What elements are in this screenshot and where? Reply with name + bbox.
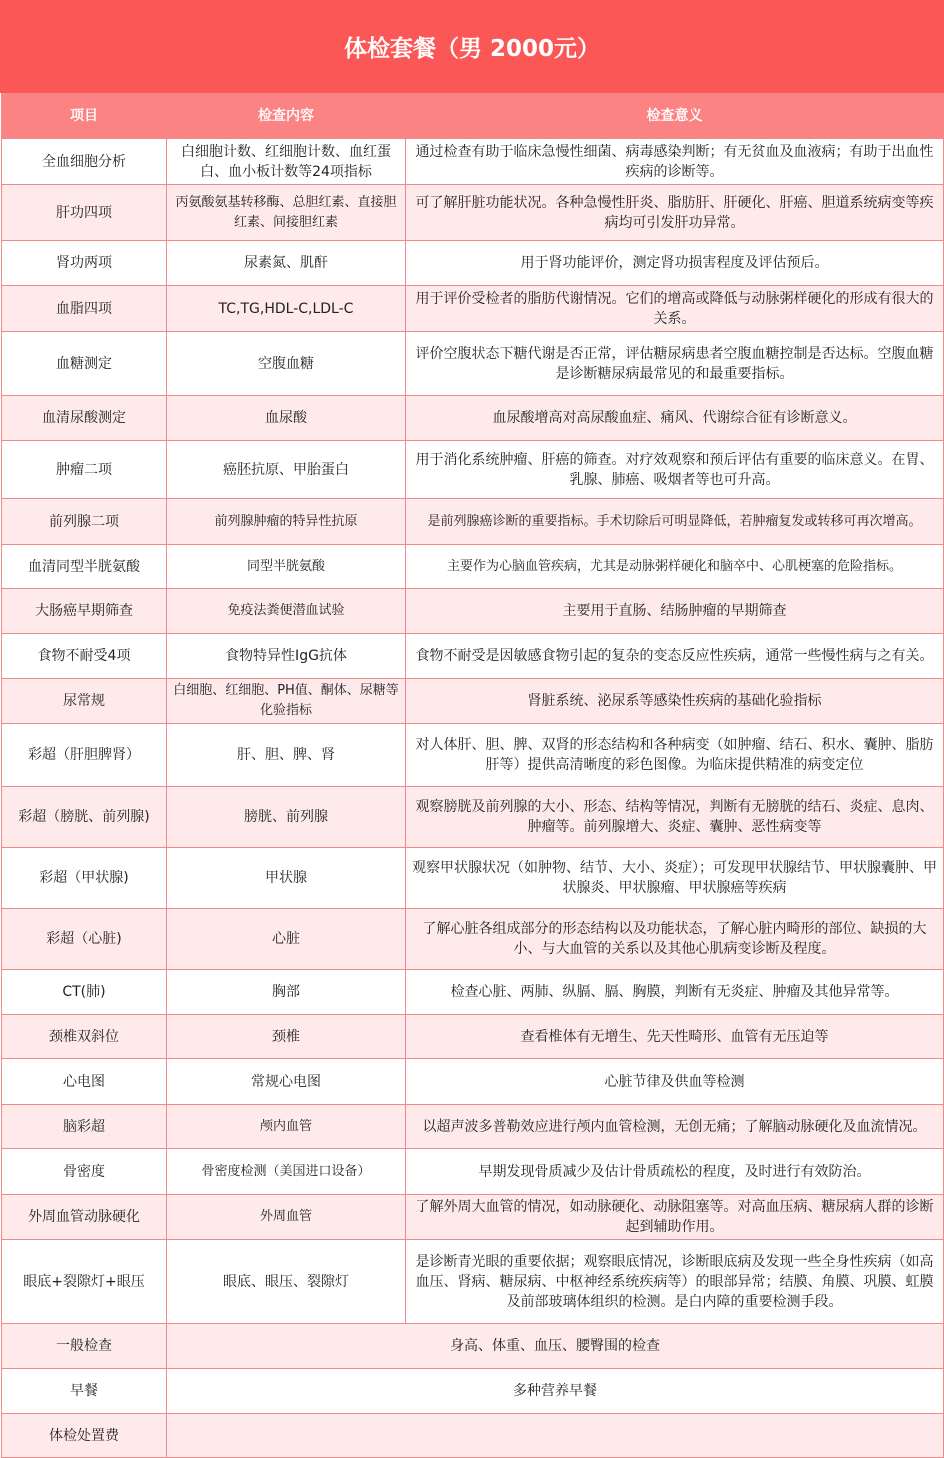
meaning-cell: 通过检查有助于临床急慢性细菌、病毒感染判断；有无贫血及血液病；有助于出血性疾病的诊断等。 (406, 139, 944, 185)
content-cell: 免疫法粪便潜血试验 (167, 589, 406, 634)
meaning-cell: 可了解肝脏功能状况。各种急慢性肝炎、脂肪肝、肝硬化、肝癌、胆道系统病变等疾病均可引发肝功异常。 (406, 185, 944, 241)
content-cell: 心脏 (167, 909, 406, 970)
meaning-cell: 心脏节律及供血等检测 (406, 1059, 944, 1105)
meaning-cell: 观察膀胱及前列腺的大小、形态、结构等情况，判断有无膀胱的结石、炎症、息肉、肿瘤等。前列腺增大、炎症、囊肿、恶性病变等 (406, 787, 944, 848)
item-cell: 颈椎双斜位 (2, 1015, 167, 1059)
content-cell: 白细胞计数、红细胞计数、血红蛋白、血小板计数等24项指标 (167, 139, 406, 185)
merged-cell: 多种营养早餐 (167, 1369, 944, 1414)
meaning-cell: 检查心脏、两肺、纵膈、膈、胸膜，判断有无炎症、肿瘤及其他异常等。 (406, 970, 944, 1015)
table-row (2, 545, 944, 589)
item-cell: 骨密度 (2, 1149, 167, 1195)
content-cell: 膀胱、前列腺 (167, 787, 406, 848)
meaning-cell: 查看椎体有无增生、先天性畸形、血管有无压迫等 (406, 1015, 944, 1059)
meaning-cell: 观察甲状腺状况（如肿物、结节、大小、炎症）；可发现甲状腺结节、甲状腺囊肿、甲状腺炎、甲状腺瘤、甲状腺癌等疾病 (406, 848, 944, 909)
item-cell: 肿瘤二项 (2, 441, 167, 499)
table-row (2, 241, 944, 286)
page-title: 体检套餐（男 2000元） (0, 0, 944, 93)
table-row (2, 499, 944, 545)
content-cell: 颅内血管 (167, 1105, 406, 1149)
content-cell: 甲状腺 (167, 848, 406, 909)
meaning-cell: 食物不耐受是因敏感食物引起的复杂的变态反应性疾病，通常一些慢性病与之有关。 (406, 634, 944, 679)
content-cell: 眼底、眼压、裂隙灯 (167, 1240, 406, 1324)
meaning-cell: 以超声波多普勒效应进行颅内血管检测，无创无痛；了解脑动脉硬化及血流情况。 (406, 1105, 944, 1149)
table-row (2, 332, 944, 396)
item-cell: 眼底+裂隙灯+眼压 (2, 1240, 167, 1324)
content-cell: 丙氨酸氨基转移酶、总胆红素、直接胆红素、间接胆红素 (167, 185, 406, 241)
table-row (2, 1324, 944, 1369)
meaning-cell: 肾脏系统、泌尿系等感染性疾病的基础化验指标 (406, 679, 944, 724)
merged-cell (167, 1414, 944, 1458)
item-cell: 血清同型半胱氨酸 (2, 545, 167, 589)
table-row (2, 848, 944, 909)
item-cell: 血糖测定 (2, 332, 167, 396)
item-cell: 血脂四项 (2, 286, 167, 332)
item-cell: 外周血管动脉硬化 (2, 1195, 167, 1240)
merged-cell: 身高、体重、血压、腰臀围的检查 (167, 1324, 944, 1369)
table-row (2, 634, 944, 679)
table-row (2, 1105, 944, 1149)
content-cell: 前列腺肿瘤的特异性抗原 (167, 499, 406, 545)
table-row (2, 679, 944, 724)
meaning-cell: 是诊断青光眼的重要依据；观察眼底情况，诊断眼底病及发现一些全身性疾病（如高血压、肾病、糖尿病、中枢神经系统疾病等）的眼部异常；结膜、角膜、巩膜、虹膜及前部玻璃体组织的检测。是白内障的重要检测手段。 (406, 1240, 944, 1324)
table-row (2, 1149, 944, 1195)
item-cell: 前列腺二项 (2, 499, 167, 545)
meaning-cell: 主要用于直肠、结肠肿瘤的早期筛查 (406, 589, 944, 634)
meaning-cell: 了解心脏各组成部分的形态结构以及功能状态，了解心脏内畸形的部位、缺损的大小、与大血管的关系以及其他心肌病变诊断及程度。 (406, 909, 944, 970)
item-cell: CT(肺) (2, 970, 167, 1015)
item-cell: 体检处置费 (2, 1414, 167, 1458)
meaning-cell: 对人体肝、胆、脾、双肾的形态结构和各种病变（如肿瘤、结石、积水、囊肿、脂肪肝等）提供高清晰度的彩色图像。为临床提供精准的病变定位 (406, 724, 944, 787)
header-meaning: 检查意义 (406, 94, 944, 139)
table-row (2, 1369, 944, 1414)
content-cell: 颈椎 (167, 1015, 406, 1059)
table-row (2, 396, 944, 441)
meaning-cell: 用于评价受检者的脂肪代谢情况。它们的增高或降低与动脉粥样硬化的形成有很大的关系。 (406, 286, 944, 332)
meaning-cell: 早期发现骨质减少及估计骨质疏松的程度，及时进行有效防治。 (406, 1149, 944, 1195)
content-cell: 常规心电图 (167, 1059, 406, 1105)
meaning-cell: 用于消化系统肿瘤、肝癌的筛查。对疗效观察和预后评估有重要的临床意义。在胃、乳腺、肺癌、吸烟者等也可升高。 (406, 441, 944, 499)
content-cell: 癌胚抗原、甲胎蛋白 (167, 441, 406, 499)
table-row (2, 589, 944, 634)
content-cell: 白细胞、红细胞、PH值、酮体、尿糖等化验指标 (167, 679, 406, 724)
item-cell: 肝功四项 (2, 185, 167, 241)
item-cell: 血清尿酸测定 (2, 396, 167, 441)
content-cell: 外周血管 (167, 1195, 406, 1240)
table-row (2, 724, 944, 787)
item-cell: 早餐 (2, 1369, 167, 1414)
meaning-cell: 主要作为心脑血管疾病，尤其是动脉粥样硬化和脑卒中、心肌梗塞的危险指标。 (406, 545, 944, 589)
content-cell: 尿素氮、肌酐 (167, 241, 406, 286)
content-cell: 血尿酸 (167, 396, 406, 441)
meaning-cell: 用于肾功能评价，测定肾功损害程度及评估预后。 (406, 241, 944, 286)
content-cell: 空腹血糖 (167, 332, 406, 396)
table-row (2, 286, 944, 332)
meaning-cell: 血尿酸增高对高尿酸血症、痛风、代谢综合征有诊断意义。 (406, 396, 944, 441)
item-cell: 彩超（心脏) (2, 909, 167, 970)
content-cell: 食物特异性IgG抗体 (167, 634, 406, 679)
content-cell: 骨密度检测（美国进口设备） (167, 1149, 406, 1195)
table-row (2, 139, 944, 185)
table-row (2, 441, 944, 499)
table-row (2, 1414, 944, 1458)
meaning-cell: 是前列腺癌诊断的重要指标。手术切除后可明显降低，若肿瘤复发或转移可再次增高。 (406, 499, 944, 545)
item-cell: 彩超（甲状腺) (2, 848, 167, 909)
content-cell: 同型半胱氨酸 (167, 545, 406, 589)
header-item: 项目 (2, 94, 167, 139)
item-cell: 食物不耐受4项 (2, 634, 167, 679)
table-header-row (2, 94, 944, 139)
table-row (2, 1240, 944, 1324)
content-cell: 肝、胆、脾、肾 (167, 724, 406, 787)
meaning-cell: 评价空腹状态下糖代谢是否正常，评估糖尿病患者空腹血糖控制是否达标。空腹血糖是诊断糖尿病最常见的和最重要指标。 (406, 332, 944, 396)
item-cell: 彩超（肝胆脾肾） (2, 724, 167, 787)
meaning-cell: 了解外周大血管的情况，如动脉硬化、动脉阻塞等。对高血压病、糖尿病人群的诊断起到辅助作用。 (406, 1195, 944, 1240)
item-cell: 尿常规 (2, 679, 167, 724)
content-cell: 胸部 (167, 970, 406, 1015)
content-cell: TC,TG,HDL-C,LDL-C (167, 286, 406, 332)
item-cell: 脑彩超 (2, 1105, 167, 1149)
checkup-table (1, 93, 944, 1458)
item-cell: 彩超（膀胱、前列腺) (2, 787, 167, 848)
table-row (2, 909, 944, 970)
table-row (2, 970, 944, 1015)
table-row (2, 1015, 944, 1059)
table-row (2, 185, 944, 241)
item-cell: 一般检查 (2, 1324, 167, 1369)
item-cell: 肾功两项 (2, 241, 167, 286)
item-cell: 全血细胞分析 (2, 139, 167, 185)
table-row (2, 1195, 944, 1240)
item-cell: 大肠癌早期筛查 (2, 589, 167, 634)
table-row (2, 1059, 944, 1105)
table-row (2, 787, 944, 848)
item-cell: 心电图 (2, 1059, 167, 1105)
header-content: 检查内容 (167, 94, 406, 139)
